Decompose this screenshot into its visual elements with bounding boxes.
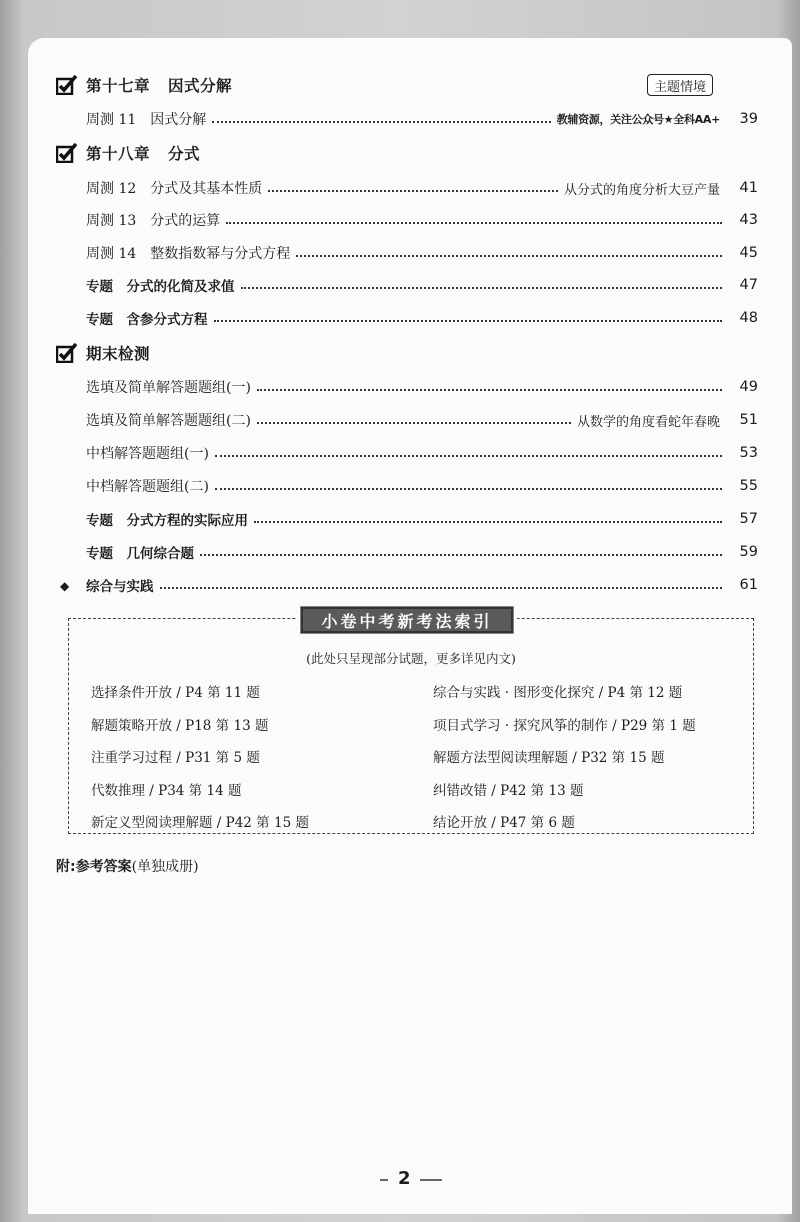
toc-entry-topic[interactable] [86, 573, 758, 597]
entry-theme: 从数学的角度看蛇年春晚 [576, 414, 720, 430]
entry-page: 48 [739, 310, 758, 326]
dot-leader [226, 222, 722, 224]
index-item[interactable]: 解题策略开放 / P18 第 13 题 [91, 717, 269, 734]
theme-badge: 主题情境 [647, 74, 713, 96]
footer-dash-left [380, 1179, 388, 1181]
index-item[interactable]: 纠错改错 / P42 第 13 题 [433, 782, 584, 799]
entry-label: 专题 分式的化简及求值 [86, 279, 235, 295]
index-title: 小卷中考新考法索引 [301, 607, 513, 633]
chapter-18-heading [56, 140, 200, 166]
entry-number: 周测 11 [86, 112, 137, 128]
index-item[interactable]: 综合与实践 · 图形变化探究 / P4 第 12 题 [433, 685, 683, 701]
index-note: (此处只呈现部分试题，更多详见内文) [306, 651, 516, 666]
dot-leader [268, 190, 558, 192]
page-number: 2 [398, 1168, 411, 1189]
index-item[interactable]: 注重学习过程 / P31 第 5 题 [91, 750, 260, 766]
toc-entry[interactable] [86, 408, 758, 432]
checkbox-check-icon [56, 343, 78, 363]
entry-page: 39 [739, 111, 758, 127]
toc-entry[interactable] [86, 107, 758, 131]
index-title-wrap [297, 607, 517, 633]
entry-page: 59 [739, 544, 758, 560]
final-exam-heading [56, 340, 150, 366]
toc-entry[interactable] [86, 474, 758, 498]
toc-entry[interactable] [86, 241, 758, 265]
entry-label: 分式及其基本性质 [150, 181, 263, 197]
entry-number: 周测 14 [86, 246, 137, 262]
toc-entry-topic[interactable] [86, 540, 758, 564]
entry-page: 41 [739, 180, 758, 196]
index-list-right [433, 683, 696, 846]
toc-entry-topic[interactable] [86, 507, 758, 531]
dot-leader [254, 521, 722, 523]
appendix-label: 参考答案 [75, 859, 132, 875]
entry-label: 选填及简单解答题题组(一) [86, 380, 251, 396]
toc-entry[interactable] [86, 441, 758, 465]
chapter-17-number: 第十七章 [86, 77, 151, 95]
index-item[interactable]: 代数推理 / P34 第 14 题 [91, 782, 242, 799]
final-exam-title: 期末检测 [86, 345, 151, 363]
footer-dash-right [420, 1179, 442, 1181]
entry-label: 分式的运算 [150, 213, 221, 229]
entry-label: 因式分解 [150, 112, 207, 128]
entry-page: 43 [739, 212, 758, 228]
entry-number: 周测 12 [86, 181, 137, 197]
diamond-bullet-icon: ◆ [60, 579, 70, 593]
index-item[interactable]: 新定义型阅读理解题 / P42 第 15 题 [91, 815, 309, 831]
index-item[interactable]: 结论开放 / P47 第 6 题 [433, 815, 575, 831]
entry-page: 55 [739, 478, 758, 494]
toc-entry[interactable] [86, 375, 758, 399]
entry-label: 中档解答题题组(二) [86, 479, 209, 495]
dot-leader [214, 320, 723, 322]
entry-note: 教辅资源，关注公众号★全科AA+ [556, 113, 720, 126]
index-item[interactable]: 选择条件开放 / P4 第 11 题 [91, 685, 260, 701]
entry-label: 中档解答题题组(一) [86, 446, 209, 462]
dot-leader [296, 255, 722, 257]
index-item[interactable]: 解题方法型阅读理解题 / P32 第 15 题 [433, 750, 665, 766]
entry-page: 49 [739, 379, 758, 395]
entry-page: 47 [739, 277, 758, 293]
entry-label: 专题 几何综合题 [86, 546, 194, 562]
dot-leader [257, 422, 571, 424]
index-item[interactable]: 项目式学习 · 探究风筝的制作 / P29 第 1 题 [433, 717, 696, 734]
toc-entry[interactable] [86, 176, 758, 200]
appendix-note: (单独成册) [131, 859, 199, 875]
dot-leader [200, 554, 722, 556]
entry-number: 周测 13 [86, 213, 137, 229]
entry-label: 选填及简单解答题题组(二) [86, 413, 251, 429]
entry-label: 整数指数幂与分式方程 [150, 246, 291, 262]
chapter-17-heading [56, 72, 232, 98]
toc-page [28, 38, 792, 1214]
entry-page: 45 [739, 245, 758, 261]
entry-page: 61 [739, 577, 758, 593]
entry-page: 51 [739, 412, 758, 428]
entry-label: 专题 分式方程的实际应用 [86, 513, 248, 529]
dot-leader [160, 587, 723, 589]
entry-label: 专题 含参分式方程 [86, 312, 208, 328]
appendix-line [56, 856, 199, 876]
entry-theme: 从分式的角度分析大豆产量 [563, 182, 720, 198]
chapter-18-number: 第十八章 [86, 145, 151, 163]
index-list-left [91, 683, 309, 846]
dot-leader [257, 389, 722, 391]
dot-leader [241, 287, 723, 289]
checkbox-check-icon [56, 143, 78, 163]
appendix-prefix: 附: [56, 859, 76, 875]
dot-leader [215, 455, 722, 457]
chapter-18-title: 分式 [168, 145, 201, 163]
dot-leader [212, 121, 550, 123]
toc-entry-topic[interactable] [86, 273, 758, 297]
entry-page: 53 [739, 445, 758, 461]
toc-entry-topic[interactable] [86, 306, 758, 330]
checkbox-check-icon [56, 75, 78, 95]
entry-page: 57 [739, 511, 758, 527]
chapter-17-title: 因式分解 [168, 77, 233, 95]
new-question-index-box [68, 612, 754, 834]
entry-label: 综合与实践 [86, 579, 154, 595]
dot-leader [215, 488, 722, 490]
toc-entry[interactable] [86, 208, 758, 232]
